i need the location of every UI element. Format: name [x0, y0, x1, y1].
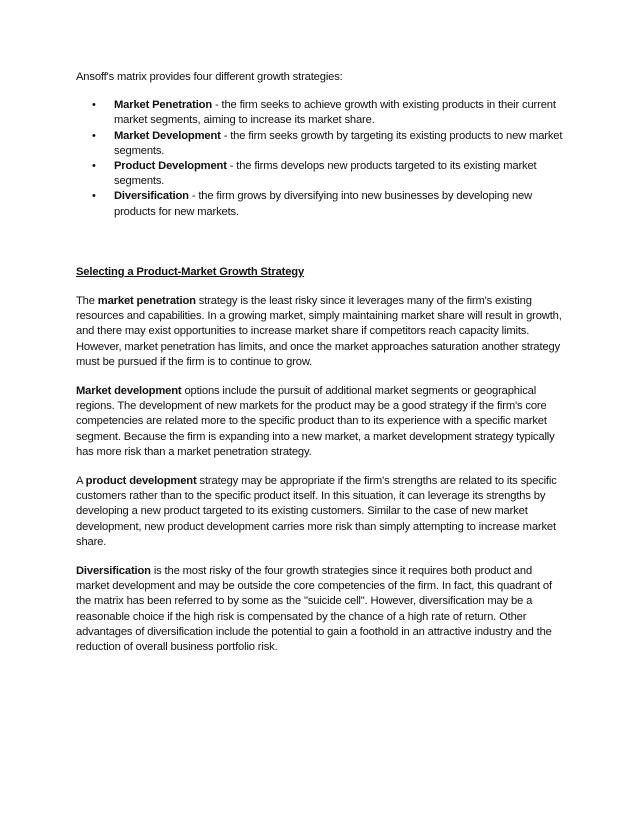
bullet-term: Market Penetration [114, 99, 213, 112]
paragraph-body: strategy is the least risky since it leverages many of the firm's existing resources and capabilities. In a growing market, simply maintaining market share will result in growth, and there may exist opportunities to increase market share if competitors reach capacity limits. However, market penetration has limits, and once the market approaches saturation another strategy must be pursued if the firm is to continue to grow. [76, 295, 562, 368]
bullet-text: - the firm seeks to achieve growth with existing products in their current market segments, aiming to increase its market share. [114, 99, 556, 127]
bullet-icon: • [92, 99, 96, 112]
paragraph-market-development [76, 384, 568, 460]
paragraph-product-development [76, 474, 568, 550]
bullet-icon: • [92, 129, 96, 142]
bullet-term: Diversification [114, 190, 189, 203]
paragraph-body: options include the pursuit of additional market segments or geographical regions. The development of new markets for the product may be a good strategy if the firm's core competencies are related more to the specific product than to its experience with a specific market segment. Because the firm is expanding into a new market, a market development strategy typically has more risk than a market penetration strategy. [76, 385, 555, 458]
paragraph-market-penetration [76, 294, 568, 370]
paragraph-pre: A [76, 475, 86, 488]
paragraph-body: is the most risky of the four growth strategies since it requires both product and market development and may be outside the core competencies of the firm. In fact, this quadrant of the matrix has been referred to by some as the "suicide cell". However, diversification may be a reasonable choice if the high risk is compensated by the chance of a high rate of return. Other advantages of diversification include the potential to gain a foothold in an attractive industry and the reduction of overall business portfolio risk. [76, 565, 552, 654]
section-heading: Selecting a Product-Market Growth Strategy [76, 265, 305, 278]
paragraph-term: market penetration [97, 295, 196, 308]
list-item [76, 129, 568, 159]
document-page [76, 70, 568, 669]
paragraph-diversification [76, 564, 568, 655]
bullet-text: - the firms develops new products targeted to its existing market segments. [114, 160, 537, 188]
bullet-text: - the firm seeks growth by targeting its existing products to new market segments. [114, 129, 563, 157]
bullet-icon: • [92, 190, 96, 203]
paragraph-pre: The [76, 295, 98, 308]
bullet-term: Market Development [114, 129, 221, 142]
paragraph-body: strategy may be appropriate if the firm's strengths are related to its specific customers rather than to the specific product itself. In this situation, it can leverage its strengths by developing a new product targeted to its existing customers. Similar to the case of new market development, new product development carries more risk than simply attempting to increase market share. [76, 475, 557, 548]
strategy-list [76, 98, 568, 220]
list-item [76, 98, 568, 128]
paragraph-term: Market development [76, 385, 182, 398]
list-item [76, 189, 568, 219]
bullet-text: - the firm grows by diversifying into new businesses by developing new products for new markets. [114, 190, 533, 218]
bullet-term: Product Development [114, 160, 227, 173]
list-item [76, 159, 568, 189]
bullet-icon: • [92, 160, 96, 173]
paragraph-term: Diversification [76, 565, 151, 578]
intro-text: Ansoff's matrix provides four different growth strategies: [76, 71, 343, 83]
paragraph-term: product development [85, 475, 197, 488]
